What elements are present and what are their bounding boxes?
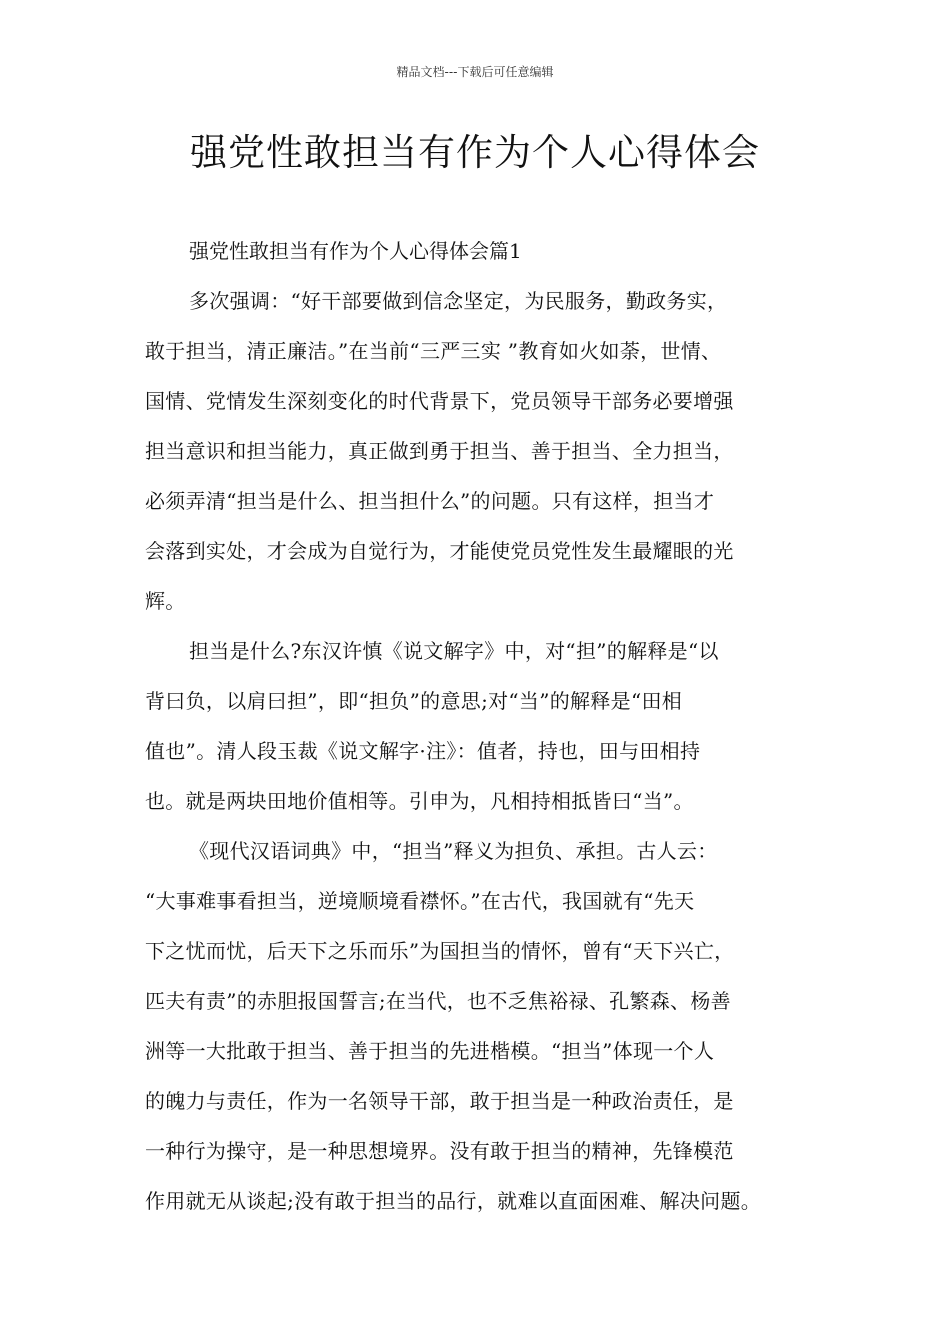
header-note: 精品文档---下载后可任意编辑: [396, 65, 554, 79]
paragraph-line: 必须弄清“担当是什么、担当担什么”的问题。只有这样，担当才: [145, 489, 715, 513]
paragraph-line: 洲等一大批敢于担当、善于担当的先进楷模。“担当”体现一个人: [145, 1039, 715, 1063]
paragraph-line: 担当是什么?东汉许慎《说文解字》中，对“担”的解释是“以: [189, 639, 719, 663]
paragraph-line: “大事难事看担当，逆境顺境看襟怀。”在古代，我国就有“先天: [145, 889, 695, 913]
paragraph-line: 也。就是两块田地价值相等。引申为，凡相持相抵皆曰“当”。: [145, 789, 694, 813]
paragraph-line: 匹夫有责”的赤胆报国誓言;在当代，也不乏焦裕禄、孔繁森、杨善: [145, 989, 731, 1013]
paragraph-line: 多次强调：“好干部要做到信念坚定，为民服务，勤政务实，: [189, 289, 728, 313]
paragraph-line: 国情、党情发生深刻变化的时代背景下，党员领导干部务必要增强: [145, 389, 734, 413]
paragraph-line: 背曰负，以肩曰担”，即“担负”的意思;对“当”的解释是“田相: [145, 689, 683, 713]
document-title: 强党性敢担当有作为个人心得体会: [190, 131, 760, 174]
paragraph-2: [145, 626, 823, 826]
paragraph-line: 《现代汉语词典》中，“担当”释义为担负、承担。古人云：: [189, 839, 718, 863]
paragraph-line: 担当意识和担当能力，真正做到勇于担当、善于担当、全力担当，: [145, 439, 734, 463]
paragraph-line: 会落到实处，才会成为自觉行为，才能使党员党性发生最耀眼的光: [145, 539, 734, 563]
paragraph-line: 值也”。清人段玉裁《说文解字·注》：值者，持也，田与田相持: [145, 739, 701, 763]
paragraph-line: 下之忧而忧，后天下之乐而乐”为国担当的情怀，曾有“天下兴亡，: [145, 939, 735, 963]
paragraph-line: 的魄力与责任，作为一名领导干部，敢于担当是一种政治责任，是: [145, 1089, 734, 1113]
paragraph-line: 作用就无从谈起;没有敢于担当的品行，就难以直面困难、解决问题。: [145, 1189, 762, 1213]
document-body: [145, 226, 823, 1226]
paragraph-line: 敢于担当，清正廉洁。”在当前“三严三实 ”教育如火如荼，世情、: [145, 339, 722, 363]
paragraph-1: [145, 276, 823, 626]
section-subtitle: 强党性敢担当有作为个人心得体会篇1: [189, 239, 522, 263]
paragraph-line: 辉。: [145, 589, 186, 613]
paragraph-line: 一种行为操守，是一种思想境界。没有敢于担当的精神，先锋模范: [145, 1139, 734, 1163]
paragraph-3: [145, 826, 823, 1226]
